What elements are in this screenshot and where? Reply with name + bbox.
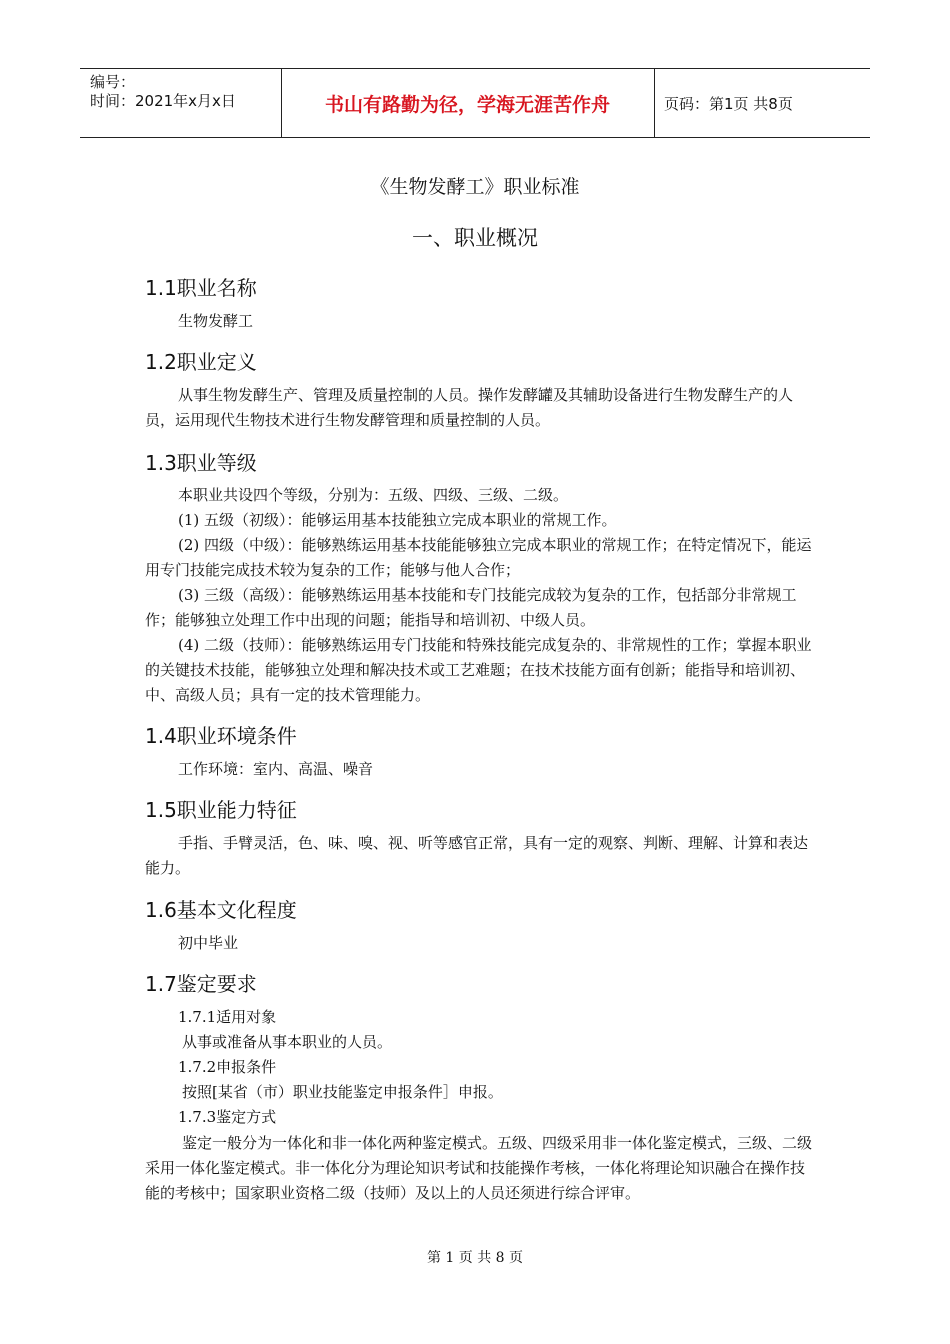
level-item: (1) 五级（初级）：能够运用基本技能独立完成本职业的常规工作。 — [178, 511, 617, 529]
subsection-text: 按照[某省（市）职业技能鉴定申报条件］申报。 — [182, 1083, 503, 1101]
header-left — [90, 73, 236, 111]
level-item: (2) 四级（中级）：能够熟练运用基本技能能够独立完成本职业的常规工作；在特定情况下，能运用专门技能完成技术较为复杂的工作；能够与他人合作； — [145, 536, 812, 579]
section-text-1-6: 初中毕业 — [178, 934, 239, 952]
level-item: (3) 三级（高级）：能够熟练运用基本技能和专门技能完成较为复杂的工作，包括部分非常规工作；能够独立处理工作中出现的问题；能指导和培训初、中级人员。 — [145, 586, 797, 629]
header-divider — [654, 69, 655, 137]
header-page-info: 页码：第1页 共8页 — [664, 94, 793, 113]
subsection-label: 1.7.1适用对象 — [178, 1008, 277, 1026]
section-text-1-5: 手指、手臂灵活，色、味、嗅、视、听等感官正常，具有一定的观察、判断、理解、计算和表达能力。 — [145, 834, 809, 877]
section-text-1-2: 从事生物发酵生产、管理及质量控制的人员。操作发酵罐及其辅助设备进行生物发酵生产的人员，运用现代生物技术进行生物发酵管理和质量控制的人员。 — [145, 386, 794, 429]
section-heading-1-6: 1.6基本文化程度 — [145, 898, 297, 922]
section-heading-1-3: 1.3职业等级 — [145, 451, 257, 475]
subsection-text: 从事或准备从事本职业的人员。 — [182, 1033, 393, 1051]
section-heading-1-2: 1.2职业定义 — [145, 350, 257, 374]
header-motto: 书山有路勤为径，学海无涯苦作舟 — [324, 93, 610, 116]
section-text-1-1: 生物发酵工 — [178, 312, 254, 330]
section-intro-1-3: 本职业共设四个等级，分别为：五级、四级、三级、二级。 — [178, 486, 569, 504]
section-heading-1-4: 1.4职业环境条件 — [145, 724, 297, 748]
code-label: 编号： — [90, 73, 136, 91]
subsection-label: 1.7.2申报条件 — [178, 1058, 277, 1076]
subsection-text: 鉴定一般分为一体化和非一体化两种鉴定模式。五级、四级采用非一体化鉴定模式，三级、二级采用一体化鉴定模式。非一体化分为理论知识考试和技能操作考核，一体化将理论知识融合在操作技能的考核中；国家职业资格二级（技师）及以上的人员还须进行综合评审。 — [145, 1134, 813, 1202]
page-header — [80, 68, 870, 138]
section-heading-1-7: 1.7鉴定要求 — [145, 972, 257, 996]
level-item: (4) 二级（技师）：能够熟练运用专门技能和特殊技能完成复杂的、非常规性的工作；掌握本职业的关键技术技能，能够独立处理和解决技术或工艺难题；在技术技能方面有创新；能指导和培训初、中、高级人员；具有一定的技术管理能力。 — [145, 636, 812, 704]
section-heading-1-1: 1.1职业名称 — [145, 276, 257, 300]
document-title: 《生物发酵工》职业标准 — [370, 176, 580, 198]
section-heading-1-5: 1.5职业能力特征 — [145, 798, 297, 822]
page-footer: 第 1 页 共 8 页 — [426, 1250, 524, 1266]
chapter-title: 一、职业概况 — [412, 226, 538, 250]
section-text-1-4: 工作环境：室内、高温、噪音 — [178, 760, 374, 778]
subsection-label: 1.7.3鉴定方式 — [178, 1108, 277, 1126]
date-line: 时间：2021年x月x日 — [90, 92, 236, 110]
